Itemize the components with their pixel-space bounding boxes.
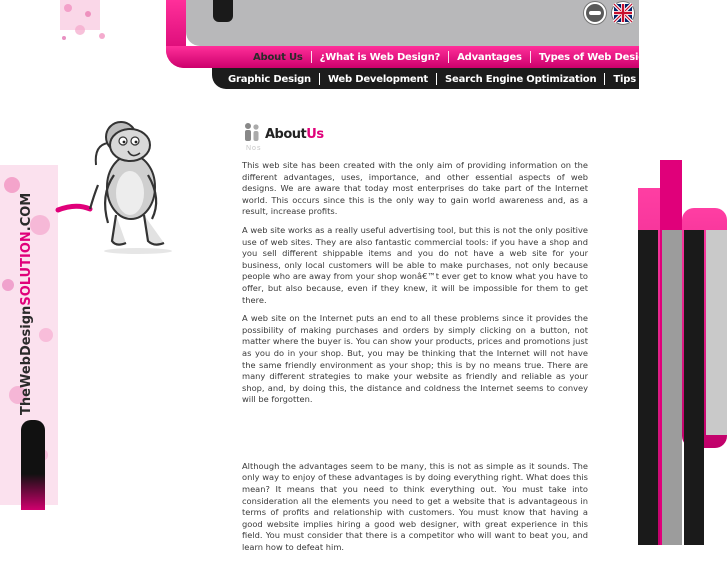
language-spanish-button[interactable] (584, 2, 606, 24)
content-paragraph: Although the advantages seem to be many, this is not as simple as it sounds. The only way to enjoy of these advantages is by doing everything right. What does this mean? It means that you need to think everything out. You must take into consideration all the elements you need to get a website that is advantageous in terms of profits and relationship with customers. You must know that having a good website implies hiring a good web designer, with great experience in this field. You must consider that there is a competitor who will want to beat you, and learn how to defeat him. (242, 460, 588, 553)
secondary-nav (220, 71, 690, 87)
content-paragraph: A web site works as a really useful advertising tool, but this is not the only positive use of web sites. They are also fantastic commercial tools: if you have a shop and you sell different shippable items and you do not have a web site for your business, only local customers will be able to make purchases, not only because people who are away from your shop wonâ€™t ever get to know what you have to offer, but also because, even if they knew, it will be impossible for them to get there. (242, 224, 588, 305)
nav-links[interactable]: Links (652, 73, 682, 85)
logo-the: The (19, 388, 34, 415)
nav-types-of-web-design[interactable]: Types of Web Design (538, 51, 653, 63)
uk-flag-icon (614, 4, 632, 22)
logo-design: Design (19, 305, 34, 357)
nav-tips[interactable]: Tips (613, 73, 636, 85)
logo-com: .COM (19, 192, 34, 232)
nav-graphic-design[interactable]: Graphic Design (228, 73, 311, 85)
site-logo[interactable] (19, 193, 34, 415)
pink-splatter-decoration (58, 0, 118, 44)
content-paragraph: This web site has been created with the only aim of providing information on the different advantages, uses, importance, and other essential aspects of web designs. We are aware that today most enterprises do take part of the Internet world. This occurs since this is the only way to gain world awareness and, as a result, increase profits. (242, 160, 588, 217)
content-paragraph: A web site on the Internet puts an end to all these problems since it provides the possibility of making purchases and orders by simply clicking on a button, not matter where the buyer is. You can show your products, prices and promotions just as you do in your shop. But, you may be thinking that the Internet will not have the same friendly environment as your shop; this is by no means true. There are many different strategies to make your website as friendly and reliable as your shop, and, by doing this, the distance and coldness the Internet seems to convey will be forgotten. (242, 313, 588, 405)
nav-advantages[interactable]: Advantages (457, 51, 522, 63)
header-gray-panel (186, 0, 639, 46)
primary-nav (245, 49, 660, 65)
people-icon (242, 122, 264, 142)
nav-what-is-web-design[interactable]: ¿What is Web Design? (319, 51, 441, 63)
title-subtext: Nos (246, 145, 262, 152)
left-decorative-bar (21, 420, 45, 510)
language-english-button[interactable] (612, 2, 634, 24)
header-black-tab (213, 0, 233, 22)
title-about: About (265, 127, 307, 142)
logo-web: Web (19, 356, 34, 389)
nav-web-development[interactable]: Web Development (327, 73, 428, 85)
page-title (265, 127, 324, 142)
title-us: Us (306, 127, 324, 142)
logo-solution: SOLUTION (19, 231, 34, 306)
nav-seo[interactable]: Search Engine Optimization (445, 73, 597, 85)
main-content (242, 160, 588, 561)
minus-circle-icon (589, 11, 601, 15)
nav-about-us[interactable]: About Us (253, 51, 303, 63)
right-decorative-bars (638, 160, 727, 545)
monkey-mascot-image (56, 115, 176, 255)
